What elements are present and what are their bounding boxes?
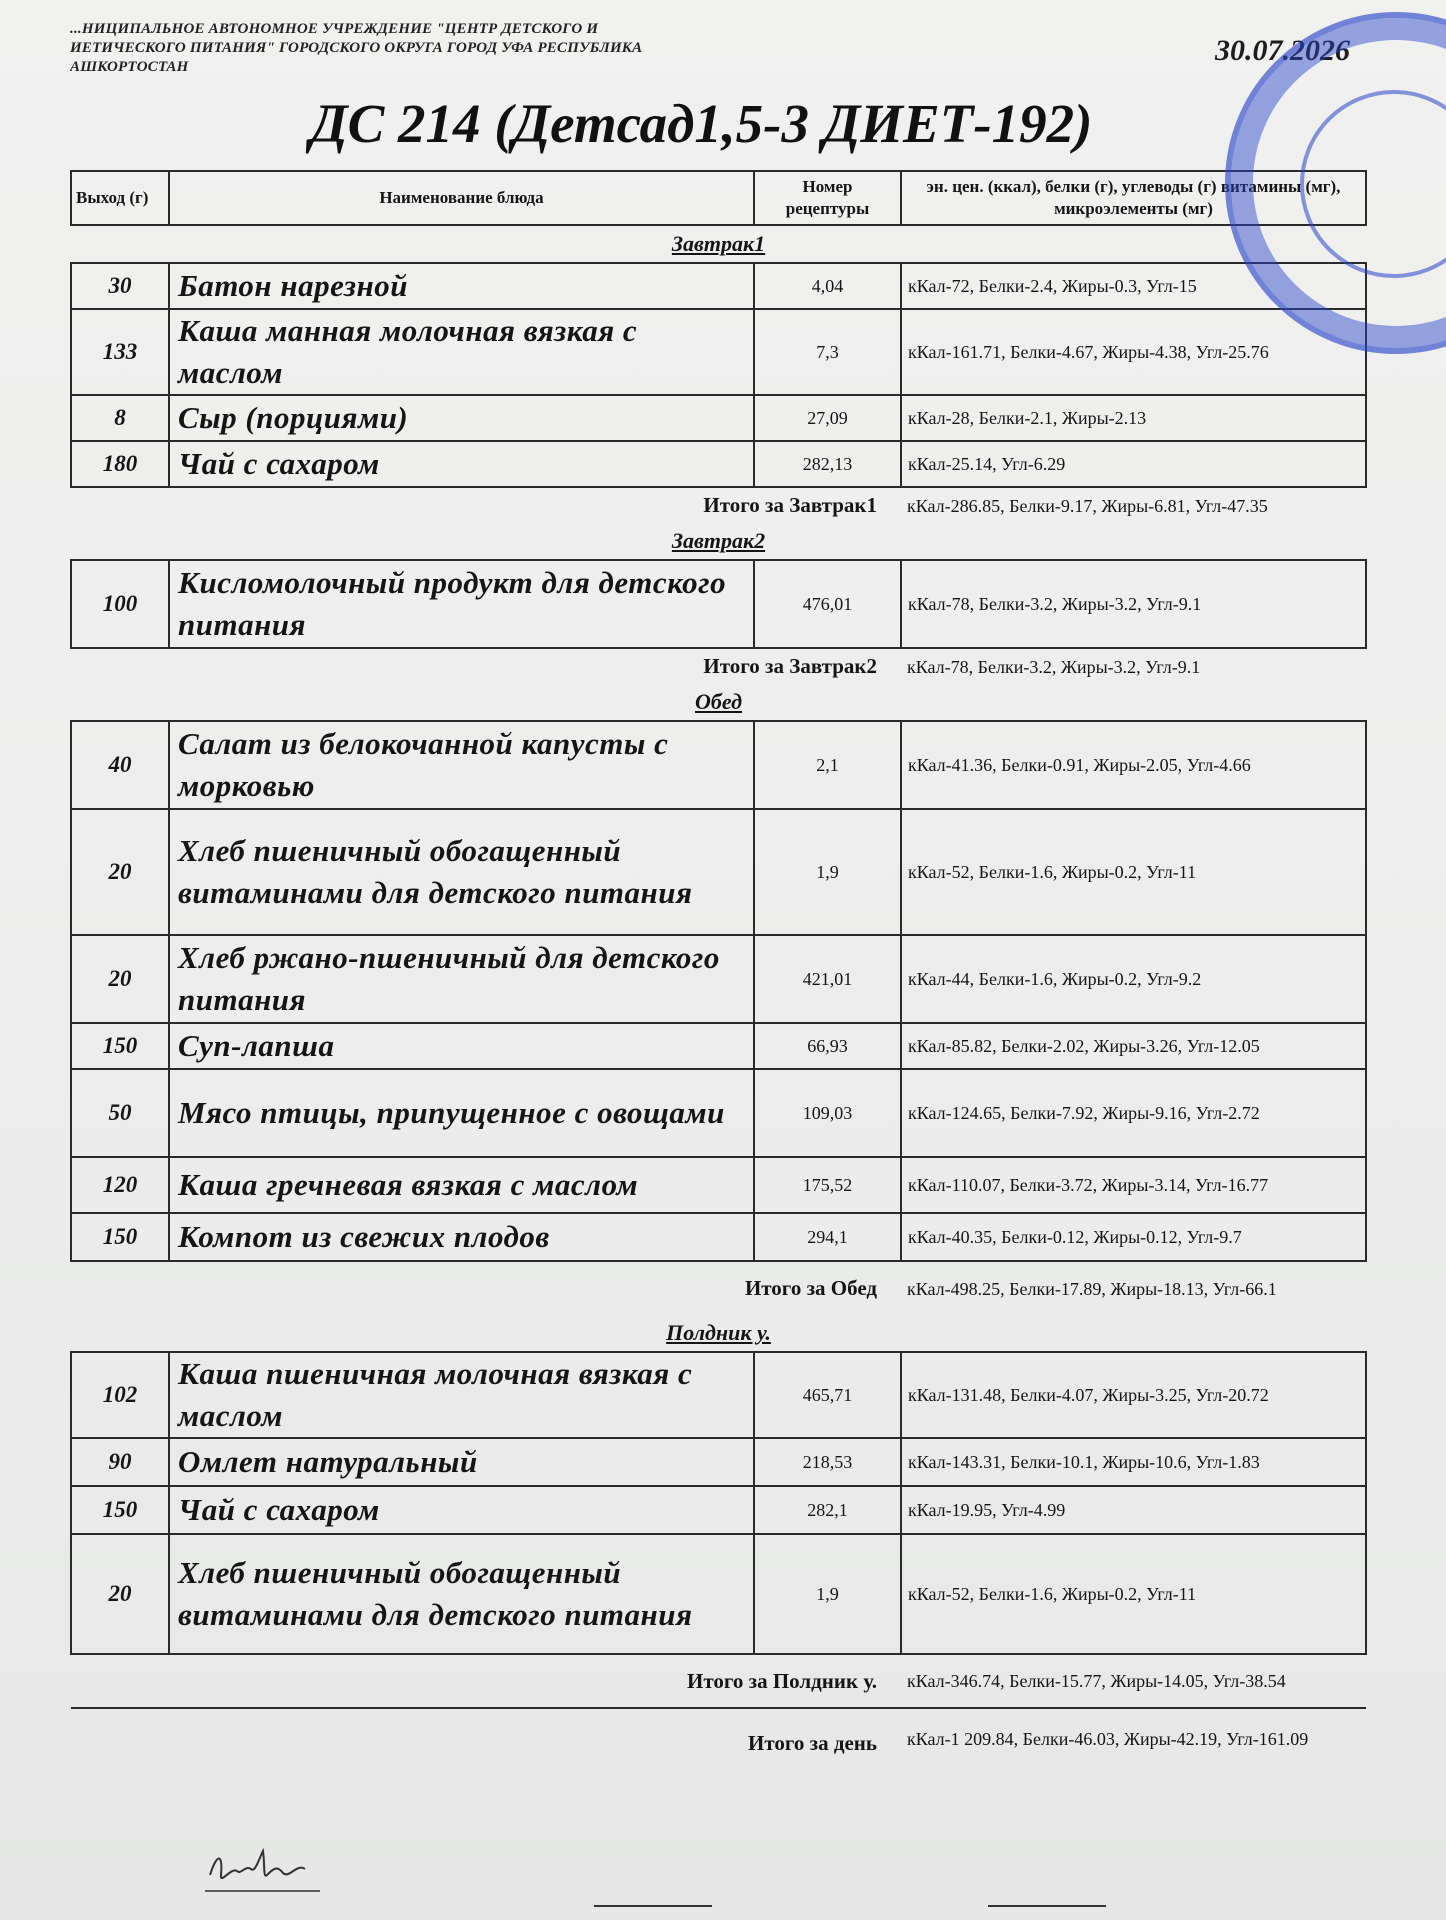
dish-name: Сыр (порциями) xyxy=(169,395,754,441)
recipe-number: 282,13 xyxy=(754,441,901,487)
section-total-label: Итого за Полдник у. xyxy=(687,1668,877,1693)
nutrition-value: кКал-44, Белки-1.6, Жиры-0.2, Угл-9.2 xyxy=(901,935,1366,1023)
header-recipe: Номер рецептуры xyxy=(754,171,901,225)
dish-output: 20 xyxy=(71,935,169,1023)
section-total-label: Итого за Завтрак1 xyxy=(703,493,877,517)
dish-output: 30 xyxy=(71,263,169,309)
section-title: Обед xyxy=(695,689,742,714)
org-line-1: ...НИЦИПАЛЬНОЕ АВТОНОМНОЕ УЧРЕЖДЕНИЕ "ЦЕНТР ДЕТСКОГО И xyxy=(70,21,599,37)
dish-name: Каша пшеничная молочная вязкая с маслом xyxy=(169,1352,754,1438)
nutrition-value: кКал-19.95, Угл-4.99 xyxy=(901,1486,1366,1534)
nutrition-value: кКал-40.35, Белки-0.12, Жиры-0.12, Угл-9.7 xyxy=(901,1213,1366,1261)
recipe-number: 7,3 xyxy=(754,309,901,395)
dish-output: 150 xyxy=(71,1486,169,1534)
section-title: Полдник у. xyxy=(666,1320,771,1345)
section-total-value: кКал-498.25, Белки-17.89, Жиры-18.13, Угл-66.1 xyxy=(907,1278,1277,1299)
dish-name: Кисломолочный продукт для детского питания xyxy=(169,560,754,648)
section-total-value: кКал-286.85, Белки-9.17, Жиры-6.81, Угл-47.35 xyxy=(907,495,1268,516)
document-date: 30.07.2026 xyxy=(1215,34,1350,67)
section-total-row xyxy=(71,1261,1366,1315)
organization-header xyxy=(70,20,770,77)
dish-output: 150 xyxy=(71,1023,169,1069)
day-total-label: Итого за день xyxy=(71,1708,901,1768)
dish-output: 150 xyxy=(71,1213,169,1261)
table-row xyxy=(71,1069,1366,1157)
dish-name: Мясо птицы, припущенное с овощами xyxy=(169,1069,754,1157)
table-row xyxy=(71,809,1366,935)
dish-name: Хлеб пшеничный обогащенный витаминами для детского питания xyxy=(169,809,754,935)
table-row xyxy=(71,721,1366,809)
dish-name: Салат из белокочанной капусты с морковью xyxy=(169,721,754,809)
nutrition-value: кКал-28, Белки-2.1, Жиры-2.13 xyxy=(901,395,1366,441)
dish-output: 20 xyxy=(71,1534,169,1654)
dish-name: Каша гречневая вязкая с маслом xyxy=(169,1157,754,1213)
recipe-number: 1,9 xyxy=(754,809,901,935)
dish-output: 90 xyxy=(71,1438,169,1486)
dish-name: Хлеб пшеничный обогащенный витаминами для детского питания xyxy=(169,1534,754,1654)
section-total-row xyxy=(71,1654,1366,1708)
dish-name: Суп-лапша xyxy=(169,1023,754,1069)
table-header-row xyxy=(71,171,1366,225)
section-total-row xyxy=(71,487,1366,523)
dish-output: 133 xyxy=(71,309,169,395)
signature-line-2 xyxy=(594,1905,712,1907)
dish-name: Батон нарезной xyxy=(169,263,754,309)
section-total-value: кКал-78, Белки-3.2, Жиры-3.2, Угл-9.1 xyxy=(907,656,1201,677)
menu-body xyxy=(71,225,1366,1768)
section-header-row xyxy=(71,225,1366,263)
nutrition-value: кКал-85.82, Белки-2.02, Жиры-3.26, Угл-12.05 xyxy=(901,1023,1366,1069)
day-total-value: кКал-1 209.84, Белки-46.03, Жиры-42.19, Угл-161.09 xyxy=(901,1708,1366,1768)
table-row xyxy=(71,441,1366,487)
recipe-number: 4,04 xyxy=(754,263,901,309)
recipe-number: 1,9 xyxy=(754,1534,901,1654)
dish-output: 120 xyxy=(71,1157,169,1213)
recipe-number: 2,1 xyxy=(754,721,901,809)
dish-output: 100 xyxy=(71,560,169,648)
dish-name: Омлет натуральный xyxy=(169,1438,754,1486)
section-header-row xyxy=(71,684,1366,721)
table-row xyxy=(71,1023,1366,1069)
dish-name: Каша манная молочная вязкая с маслом xyxy=(169,309,754,395)
nutrition-value: кКал-124.65, Белки-7.92, Жиры-9.16, Угл-2.72 xyxy=(901,1069,1366,1157)
dish-output: 50 xyxy=(71,1069,169,1157)
table-row xyxy=(71,1534,1366,1654)
nutrition-value: кКал-52, Белки-1.6, Жиры-0.2, Угл-11 xyxy=(901,809,1366,935)
recipe-number: 476,01 xyxy=(754,560,901,648)
table-row xyxy=(71,263,1366,309)
recipe-number: 218,53 xyxy=(754,1438,901,1486)
table-row xyxy=(71,935,1366,1023)
page-title: ДС 214 (Детсад1,5-3 ДИЕТ-192) xyxy=(310,93,1093,154)
dish-output: 20 xyxy=(71,809,169,935)
section-title: Завтрак1 xyxy=(671,231,766,256)
section-total-label: Итого за Завтрак2 xyxy=(703,654,877,678)
table-row xyxy=(71,560,1366,648)
recipe-number: 465,71 xyxy=(754,1352,901,1438)
nutrition-value: кКал-78, Белки-3.2, Жиры-3.2, Угл-9.1 xyxy=(901,560,1366,648)
section-total-value: кКал-346.74, Белки-15.77, Жиры-14.05, Угл-38.54 xyxy=(907,1671,1286,1691)
header-output: Выход (г) xyxy=(71,171,169,225)
recipe-number: 282,1 xyxy=(754,1486,901,1534)
recipe-number: 421,01 xyxy=(754,935,901,1023)
nutrition-value: кКал-41.36, Белки-0.91, Жиры-2.05, Угл-4.66 xyxy=(901,721,1366,809)
day-total-row xyxy=(71,1708,1366,1768)
menu-table xyxy=(70,170,1367,1768)
section-header-row xyxy=(71,523,1366,560)
nutrition-value: кКал-72, Белки-2.4, Жиры-0.3, Угл-15 xyxy=(901,263,1366,309)
org-line-2: ИЕТИЧЕСКОГО ПИТАНИЯ" ГОРОДСКОГО ОКРУГА ГОРОД УФА РЕСПУБЛИКА xyxy=(70,40,643,56)
nutrition-value: кКал-161.71, Белки-4.67, Жиры-4.38, Угл-25.76 xyxy=(901,309,1366,395)
recipe-number: 109,03 xyxy=(754,1069,901,1157)
nutrition-value: кКал-25.14, Угл-6.29 xyxy=(901,441,1366,487)
header-name: Наименование блюда xyxy=(169,171,754,225)
nutrition-value: кКал-143.31, Белки-10.1, Жиры-10.6, Угл-1.83 xyxy=(901,1438,1366,1486)
dish-output: 102 xyxy=(71,1352,169,1438)
table-row xyxy=(71,1438,1366,1486)
recipe-number: 175,52 xyxy=(754,1157,901,1213)
section-title: Завтрак2 xyxy=(671,528,766,553)
table-row xyxy=(71,395,1366,441)
org-line-3: АШКОРТОСТАН xyxy=(70,59,189,75)
header-nutrition: эн. цен. (ккал), белки (г), углеводы (г) витамины (мг), микроэлементы (мг) xyxy=(901,171,1366,225)
signature xyxy=(205,1845,325,1895)
table-row xyxy=(71,1213,1366,1261)
table-row xyxy=(71,1486,1366,1534)
section-total-row xyxy=(71,648,1366,684)
nutrition-value: кКал-52, Белки-1.6, Жиры-0.2, Угл-11 xyxy=(901,1534,1366,1654)
table-row xyxy=(71,309,1366,395)
dish-output: 8 xyxy=(71,395,169,441)
recipe-number: 66,93 xyxy=(754,1023,901,1069)
recipe-number: 294,1 xyxy=(754,1213,901,1261)
nutrition-value: кКал-110.07, Белки-3.72, Жиры-3.14, Угл-16.77 xyxy=(901,1157,1366,1213)
nutrition-value: кКал-131.48, Белки-4.07, Жиры-3.25, Угл-20.72 xyxy=(901,1352,1366,1438)
dish-name: Хлеб ржано-пшеничный для детского питания xyxy=(169,935,754,1023)
dish-output: 40 xyxy=(71,721,169,809)
recipe-number: 27,09 xyxy=(754,395,901,441)
dish-name: Чай с сахаром xyxy=(169,441,754,487)
dish-name: Компот из свежих плодов xyxy=(169,1213,754,1261)
dish-output: 180 xyxy=(71,441,169,487)
dish-name: Чай с сахаром xyxy=(169,1486,754,1534)
section-total-label: Итого за Обед xyxy=(744,1276,877,1300)
signature-line-3 xyxy=(988,1905,1106,1907)
section-header-row xyxy=(71,1315,1366,1352)
table-row xyxy=(71,1157,1366,1213)
table-row xyxy=(71,1352,1366,1438)
